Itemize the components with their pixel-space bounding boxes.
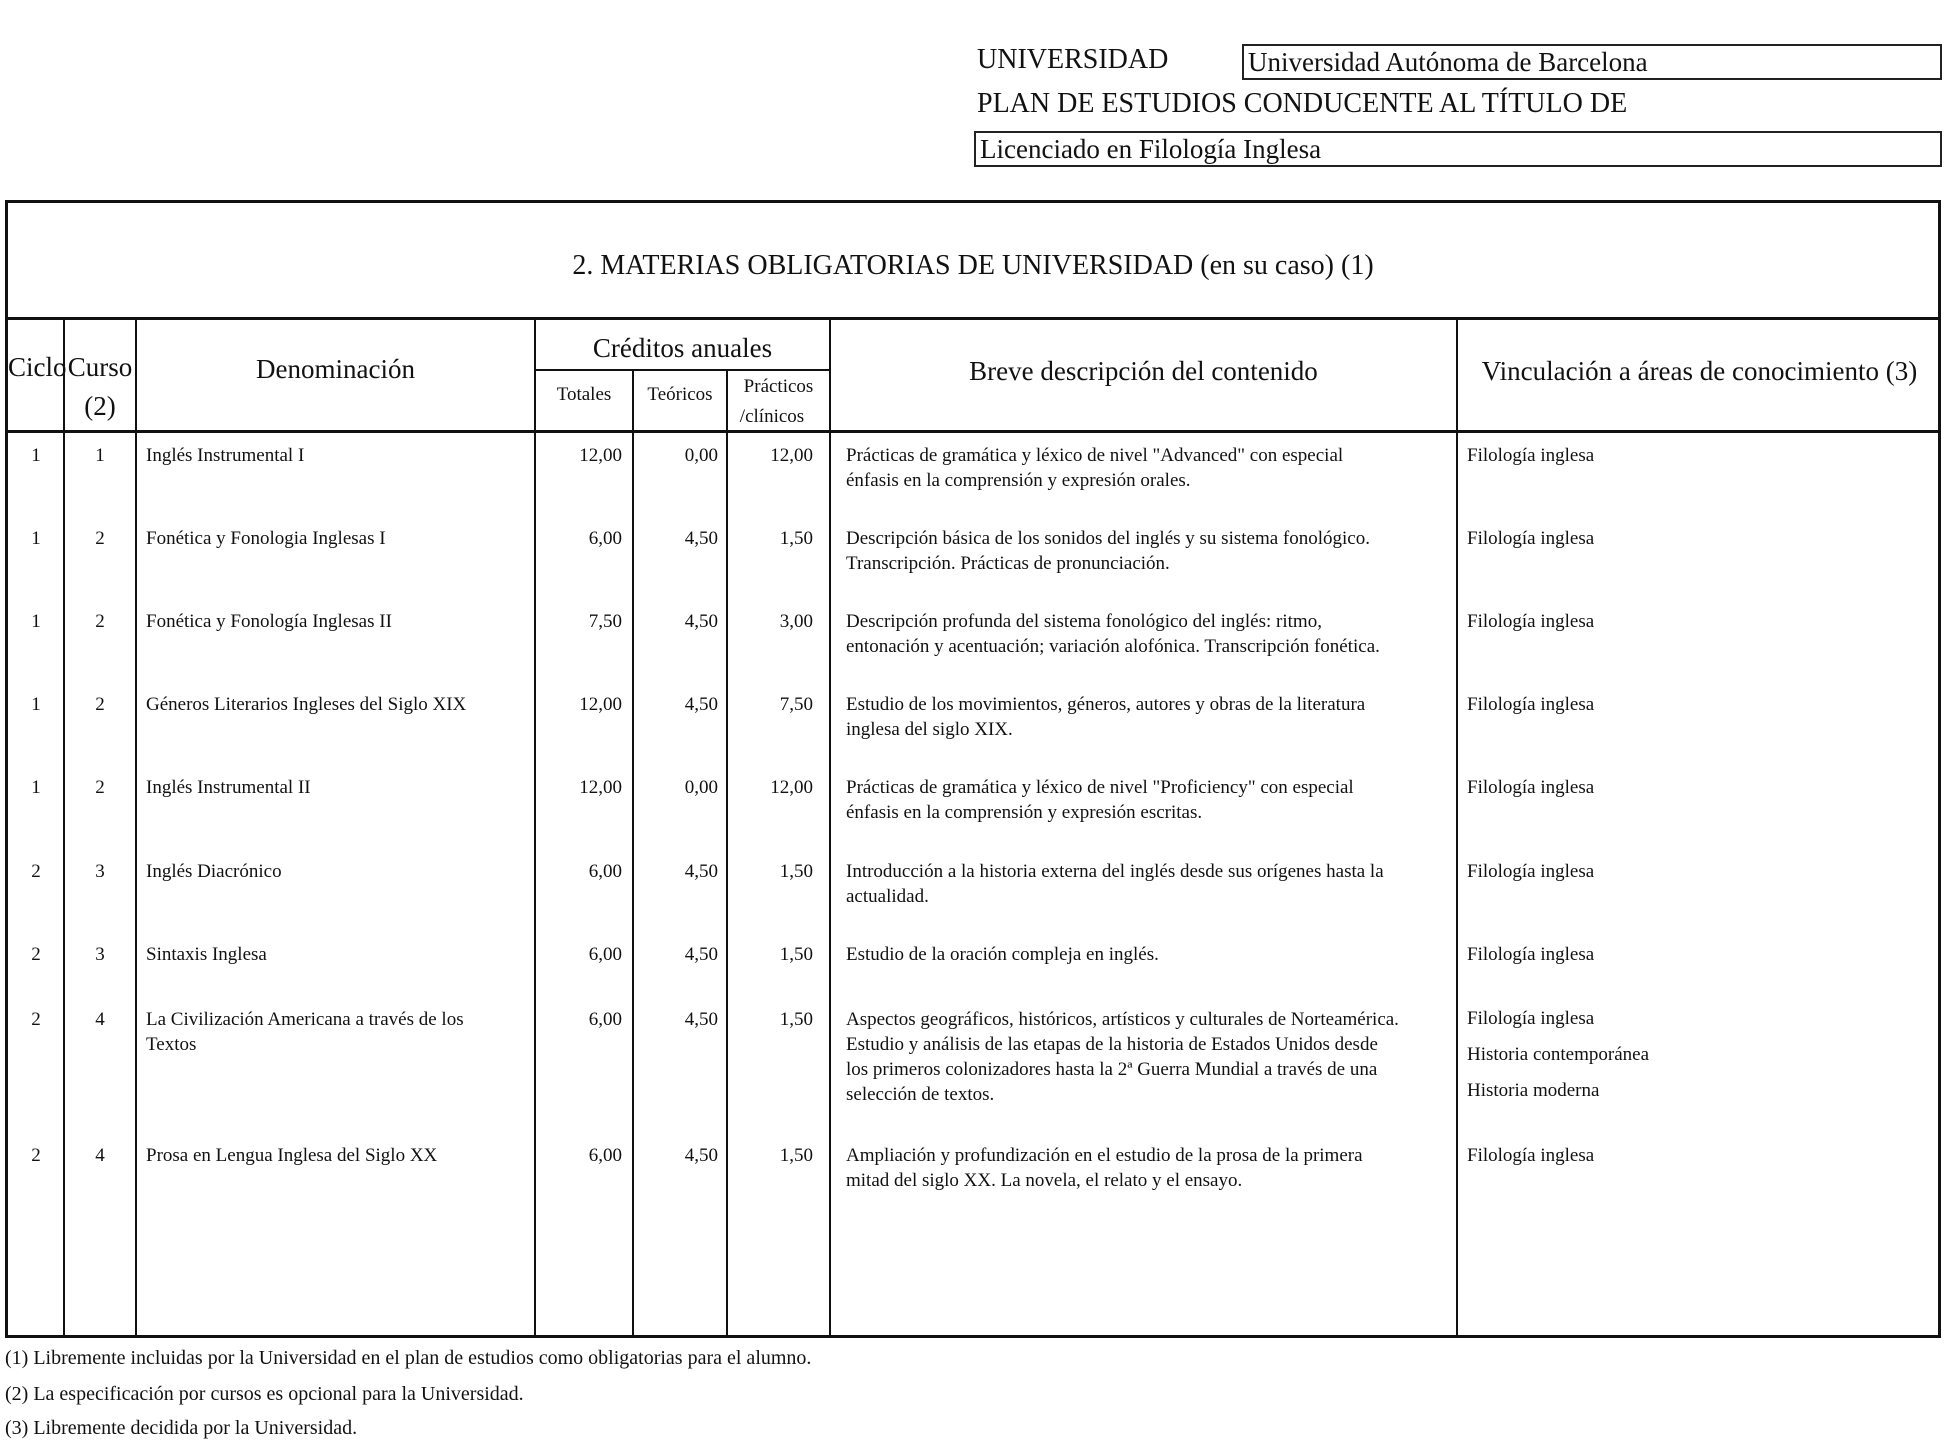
desc-line: los primeros colonizadores hasta la 2ª Guerra Mundial a través de una (846, 1059, 1378, 1080)
desc-line: Aspectos geográficos, históricos, artísticos y culturales de Norteamérica. (846, 1009, 1399, 1030)
desc-line: entonación y acentuación; variación alofónica. Transcripción fonética. (846, 636, 1380, 657)
desc-line: mitad del siglo XX. La novela, el relato y el ensayo. (846, 1170, 1243, 1191)
cell-area: Filología inglesa (1467, 861, 1595, 882)
desc-line: Transcripción. Prácticas de pronunciación. (846, 553, 1170, 574)
cell-curso: 4 (95, 1145, 105, 1166)
denom-line: Textos (146, 1034, 197, 1055)
cell-practicos: 1,50 (779, 944, 813, 965)
cell-practicos: 1,50 (779, 528, 813, 549)
cell-curso: 2 (95, 777, 105, 798)
cell-totales: 6,00 (588, 1145, 622, 1166)
cell-area: Filología inglesa (1467, 944, 1595, 965)
col-header-descripcion: Breve descripción del contenido (969, 356, 1318, 386)
desc-line: Prácticas de gramática y léxico de nivel "Advanced" con especial (846, 445, 1344, 466)
col-header-curso: Curso (67, 352, 133, 382)
cell-ciclo: 1 (31, 611, 41, 632)
cell-ciclo: 2 (31, 861, 41, 882)
desc-line: Ampliación y profundización en el estudio de la prosa de la primera (846, 1145, 1363, 1166)
desc-line: actualidad. (846, 886, 929, 907)
desc-line: Estudio y análisis de las etapas de la historia de Estados Unidos desde (846, 1034, 1378, 1055)
cell-denominacion: Géneros Literarios Ingleses del Siglo XIX (146, 694, 467, 715)
cell-ciclo: 1 (31, 445, 41, 466)
section-title: 2. MATERIAS OBLIGATORIAS DE UNIVERSIDAD (en su caso) (1) (572, 250, 1374, 281)
footnote: (3) Libremente decidida por la Universidad. (5, 1417, 358, 1439)
cell-area: Filología inglesa (1467, 777, 1595, 798)
cell-descripcion (846, 443, 1446, 493)
cell-practicos: 3,00 (779, 611, 813, 632)
cell-teoricos: 4,50 (684, 944, 718, 965)
col-divider (63, 319, 65, 1336)
cell-curso: 1 (95, 445, 105, 466)
col-header-ciclo: Ciclo (8, 352, 67, 382)
desc-line: Estudio de la oración compleja en inglés. (846, 944, 1159, 965)
cell-descripcion (846, 526, 1446, 576)
header-divider (5, 430, 1941, 433)
area-line: Historia moderna (1467, 1080, 1600, 1101)
plan-label: PLAN DE ESTUDIOS CONDUCENTE AL TÍTULO DE (977, 88, 1628, 119)
desc-line: Descripción profunda del sistema fonológico del inglés: ritmo, (846, 611, 1322, 632)
cell-teoricos: 4,50 (684, 1009, 718, 1030)
desc-line: inglesa del siglo XIX. (846, 719, 1013, 740)
cell-totales: 6,00 (588, 1009, 622, 1030)
cell-teoricos: 4,50 (684, 694, 718, 715)
denom-line: La Civilización Americana a través de los (146, 1009, 464, 1030)
cell-practicos: 1,50 (779, 1145, 813, 1166)
cell-denominacion: Inglés Instrumental II (146, 777, 311, 798)
cell-totales: 6,00 (588, 528, 622, 549)
col-header-creditos: Créditos anuales (592, 333, 773, 363)
cell-practicos: 12,00 (770, 445, 813, 466)
cell-area: Filología inglesa (1467, 611, 1595, 632)
cell-curso: 2 (95, 528, 105, 549)
cell-totales: 6,00 (588, 944, 622, 965)
cell-practicos: 7,50 (779, 694, 813, 715)
cell-ciclo: 1 (31, 777, 41, 798)
footnote: (2) La especificación por cursos es opcional para la Universidad. (5, 1383, 524, 1405)
col-header-totales: Totales (556, 384, 612, 405)
cell-teoricos: 4,50 (684, 861, 718, 882)
area-line: Filología inglesa (1467, 1008, 1595, 1029)
cell-totales: 12,00 (579, 694, 622, 715)
cell-area: Filología inglesa (1467, 445, 1595, 466)
col-divider (534, 319, 536, 1336)
cell-area: Filología inglesa (1467, 528, 1595, 549)
cell-descripcion (846, 692, 1446, 742)
cell-area: Filología inglesa (1467, 1145, 1595, 1166)
desc-line: énfasis en la comprensión y expresión escritas. (846, 802, 1203, 823)
cell-teoricos: 4,50 (684, 611, 718, 632)
cell-descripcion (846, 1007, 1446, 1107)
cell-ciclo: 1 (31, 528, 41, 549)
cell-curso: 3 (95, 861, 105, 882)
cell-ciclo: 2 (31, 944, 41, 965)
cell-denominacion: Inglés Instrumental I (146, 445, 305, 466)
col-header-practicos: Prácticos (743, 376, 814, 397)
col-divider (135, 319, 137, 1336)
cell-teoricos: 4,50 (684, 528, 718, 549)
title-divider (5, 317, 1941, 320)
cell-denominacion (146, 1007, 526, 1057)
cell-curso: 2 (95, 611, 105, 632)
cell-teoricos: 4,50 (684, 1145, 718, 1166)
cell-totales: 7,50 (588, 611, 622, 632)
col-header-vinculacion: Vinculación a áreas de conocimiento (3) (1481, 356, 1918, 386)
cell-descripcion (846, 1143, 1446, 1193)
col-header-teoricos: Teóricos (647, 384, 713, 405)
desc-line: Descripción básica de los sonidos del inglés y su sistema fonológico. (846, 528, 1370, 549)
col-header-practicos-2: /clínicos (739, 406, 805, 427)
cell-descripcion (846, 775, 1446, 825)
cell-teoricos: 0,00 (684, 445, 718, 466)
desc-line: selección de textos. (846, 1084, 995, 1105)
footnote: (1) Libremente incluidas por la Universidad en el plan de estudios como obligatorias para el alumno. (5, 1347, 812, 1369)
cell-totales: 12,00 (579, 445, 622, 466)
universidad-field: Universidad Autónoma de Barcelona (1242, 44, 1942, 80)
area-line: Historia contemporánea (1467, 1044, 1650, 1065)
cell-practicos: 1,50 (779, 861, 813, 882)
cell-practicos: 12,00 (770, 777, 813, 798)
desc-line: Prácticas de gramática y léxico de nivel "Proficiency" con especial (846, 777, 1354, 798)
cell-ciclo: 2 (31, 1145, 41, 1166)
cell-practicos: 1,50 (779, 1009, 813, 1030)
cell-ciclo: 1 (31, 694, 41, 715)
desc-line: Estudio de los movimientos, géneros, autores y obras de la literatura (846, 694, 1366, 715)
cell-totales: 6,00 (588, 861, 622, 882)
universidad-label: UNIVERSIDAD (977, 44, 1169, 75)
cell-descripcion (846, 859, 1446, 909)
cell-curso: 2 (95, 694, 105, 715)
cell-teoricos: 0,00 (684, 777, 718, 798)
col-header-denominacion: Denominación (256, 354, 415, 384)
col-divider (1456, 319, 1458, 1336)
cell-denominacion: Fonética y Fonologia Inglesas I (146, 528, 386, 549)
credits-subdivider (534, 369, 830, 371)
titulo-field: Licenciado en Filología Inglesa (974, 131, 1942, 167)
cell-descripcion (846, 942, 1446, 967)
cell-descripcion (846, 609, 1446, 659)
cell-curso: 3 (95, 944, 105, 965)
cell-denominacion: Prosa en Lengua Inglesa del Siglo XX (146, 1145, 438, 1166)
cell-area: Filología inglesa (1467, 694, 1595, 715)
cell-ciclo: 2 (31, 1009, 41, 1030)
cell-denominacion: Sintaxis Inglesa (146, 944, 267, 965)
cell-denominacion: Fonética y Fonología Inglesas II (146, 611, 392, 632)
cell-area (1467, 1001, 1927, 1109)
cell-totales: 12,00 (579, 777, 622, 798)
cell-denominacion: Inglés Diacrónico (146, 861, 282, 882)
col-header-curso-note: (2) (84, 391, 116, 421)
col-divider (829, 319, 831, 1336)
col-divider (726, 370, 728, 1336)
desc-line: énfasis en la comprensión y expresión orales. (846, 470, 1191, 491)
desc-line: Introducción a la historia externa del inglés desde sus orígenes hasta la (846, 861, 1384, 882)
cell-curso: 4 (95, 1009, 105, 1030)
col-divider (632, 370, 634, 1336)
